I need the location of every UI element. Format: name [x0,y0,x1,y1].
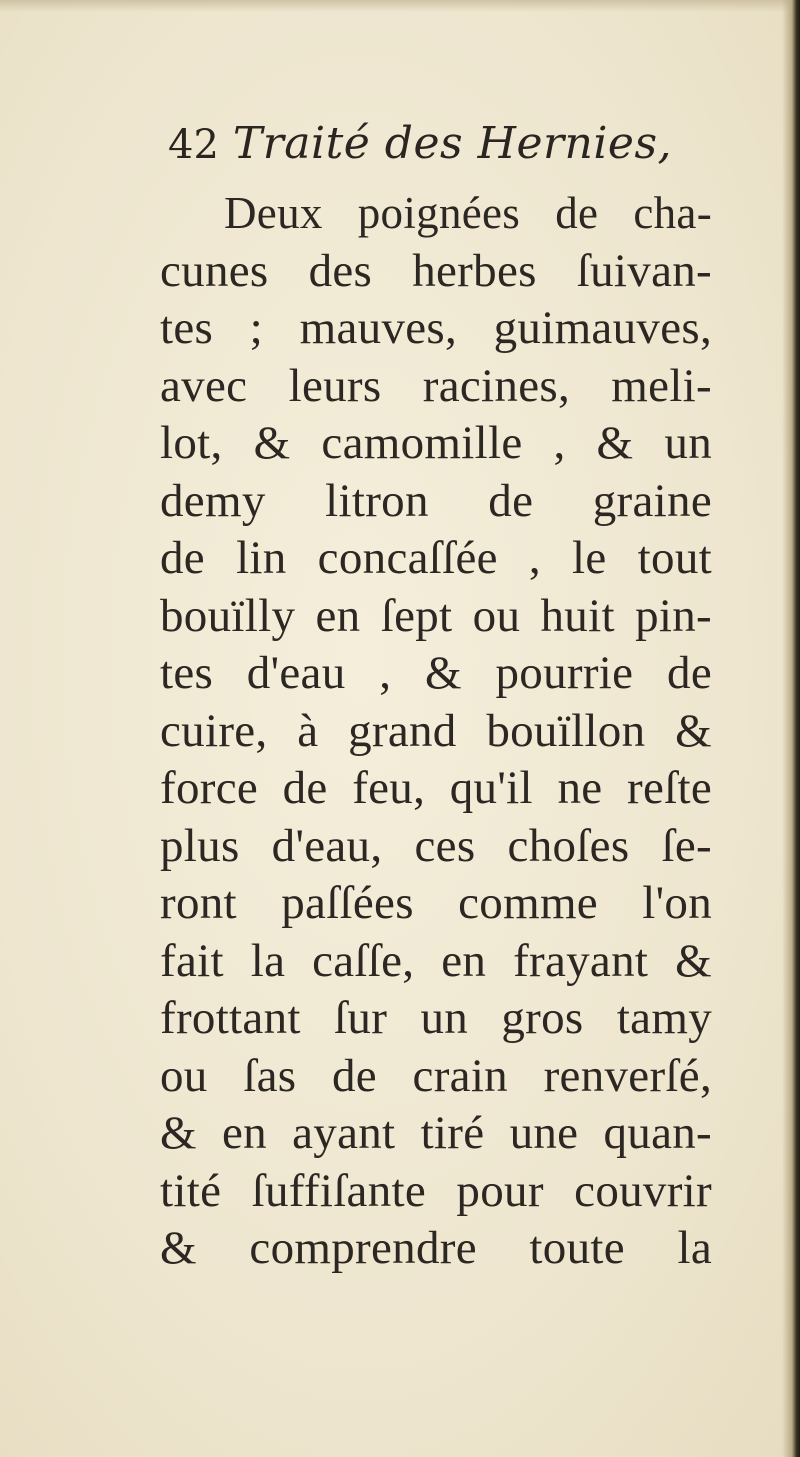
text-line: demy litron de graine [160,474,712,527]
text-line: avec leurs racines, meli- [160,359,712,412]
text-line: & en ayant tiré une quan- [160,1107,712,1159]
running-title: Traité des Hernies, [232,118,673,169]
text-line: plus d'eau, ces choſes ſe- [160,819,712,872]
page-number: 42 [168,122,219,168]
body-text [160,185,712,1278]
text-line: force de feu, qu'il ne reſte [160,762,712,814]
text-line: bouïlly en ſept ou huit pin- [160,589,712,642]
page-top-shadow [0,0,800,12]
text-line: ront paſſées comme l'on [160,877,712,929]
text-line: cunes des herbes ſuivan- [160,244,712,297]
text-line: lot, & camomille , & un [160,417,712,469]
text-line: fait la caſſe, en frayant & [160,934,712,987]
text-line: tes d'eau , & pourrie de [160,647,712,699]
text-line: frottant ſur un gros tamy [160,992,712,1044]
text-line: de lin concaſſée , le tout [160,532,712,584]
text-line: tes ; mauves, guimauves, [160,302,712,354]
text-line: cuire, à grand bouïllon & [160,704,712,757]
text-line: ou ſas de crain renverſé, [160,1049,712,1102]
text-line: tité ſuffiſante pour couvrir [160,1164,712,1217]
text-line: & comprendre toute la [160,1222,712,1274]
page-gutter-shadow [782,0,800,1457]
page-header [168,118,672,184]
text-line: Deux poignées de cha- [224,188,712,238]
